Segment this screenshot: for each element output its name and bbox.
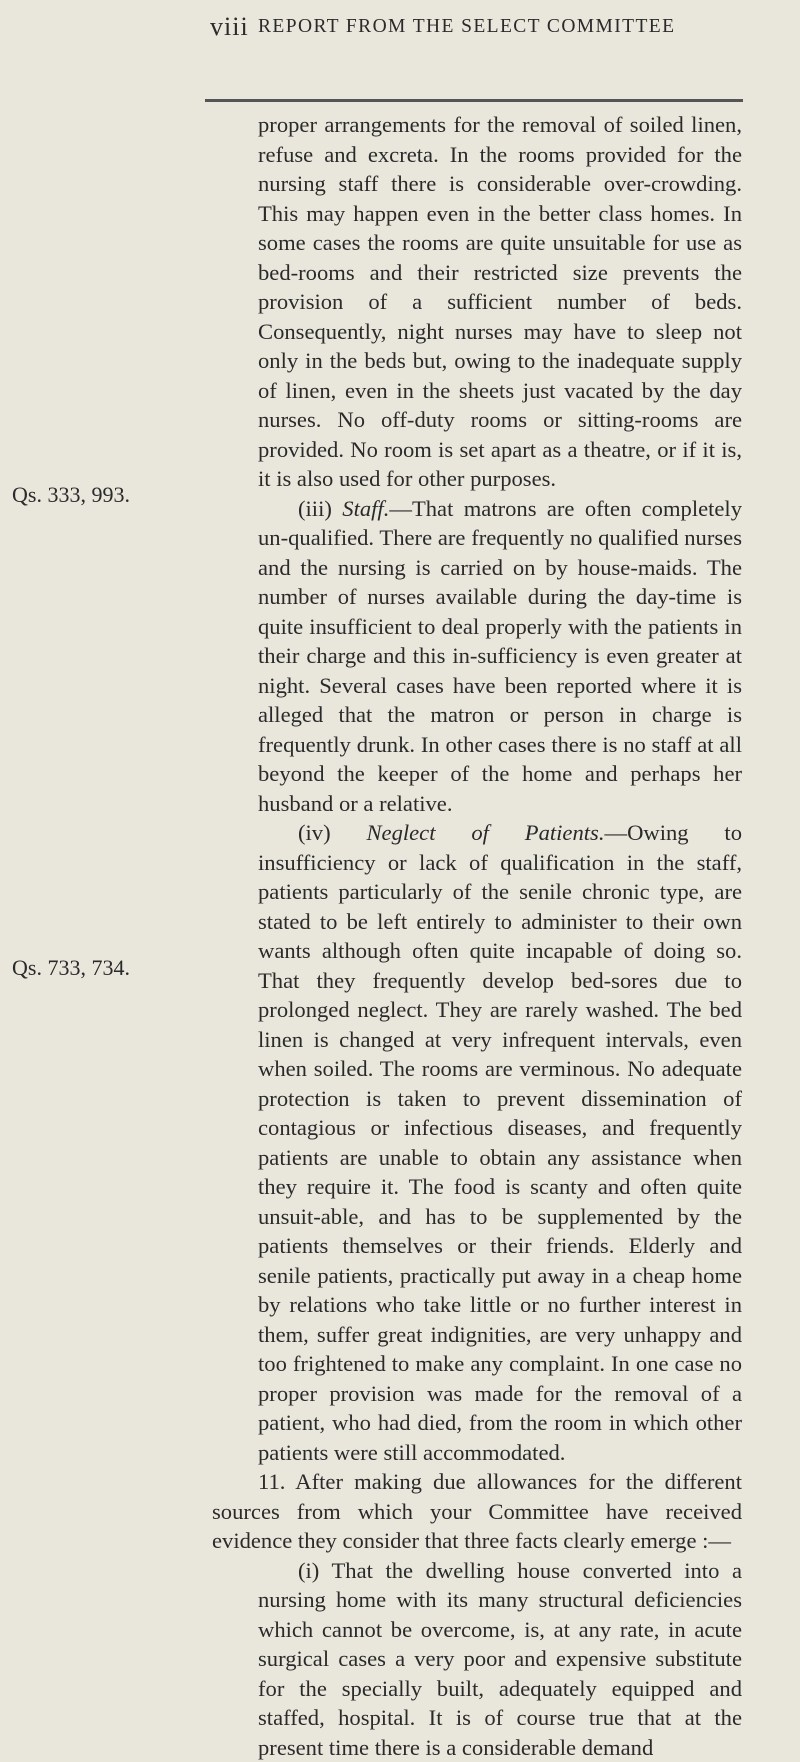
margin-note-questions-333-993: Qs. 333, 993. [12,482,130,508]
paragraph-staff [258,494,742,819]
staff-heading: Staff. [342,496,389,521]
staff-text: —That matrons are often completely un-qualified. There are frequently no qualified nurses and the nursing is carried on by house-maids. The number of nurses available during the day-time is quite insufficient to deal properly with the patients in their charge and this in-sufficiency is even greater at night. Several cases have been reported where it is alleged that the matron or person in charge is frequently drunk. In other cases there is no staff at all beyond the keeper of the home and perhaps her husband or a relative. [258,496,742,816]
page-header [0,8,800,40]
running-title: REPORT FROM THE SELECT COMMITTEE [258,16,675,38]
neglect-text: —Owing to insufficiency or lack of qualification in the staff, patients particularly of the senile chronic type, are stated to be left entirely to administer to their own wants although often quite incapable of doing so. That they frequently develop bed-sores due to prolonged neglect. They are rarely washed. The bed linen is changed at very infrequent intervals, even when soiled. The rooms are verminous. No adequate protection is taken to prevent dissemination of contagious or infectious diseases, and frequently patients are unable to obtain any assistance when they require it. The food is scanty and often quite unsuit-able, and has to be supplemented by the patients themselves or their friends. Elderly and senile patients, practically put away in a cheap home by relations who take little or no further interest in them, suffer great indignities, are very unhappy and too frightened to make any complaint. In one case no proper provision was made for the removal of a patient, who had died, from the room in which other patients were still accommodated. [258,820,742,1465]
margin-note-questions-733-734: Qs. 733, 734. [12,955,130,981]
neglect-heading: Neglect of Patients. [366,820,604,845]
page-number: viii [210,12,249,42]
paragraph-arrangements: proper arrangements for the removal of soiled linen, refuse and excreta. In the rooms provided for the nursing staff there is considerable over-crowding. This may happen even in the better class homes. In some cases the rooms are quite unsuitable for use as bed-rooms and their restricted size prevents the provision of a sufficient number of beds. Consequently, night nurses may have to sleep not only in the beds but, owing to the inadequate supply of linen, even in the sheets just vacated by the day nurses. No off-duty rooms or sitting-rooms are provided. No room is set apart as a theatre, or if it is, it is also used for other purposes. [258,110,742,494]
staff-label: (iii) [298,496,342,521]
paragraph-neglect [258,818,742,1467]
neglect-label: (iv) [298,820,366,845]
body-text [258,110,742,1762]
paragraph-eleven: 11. After making due allowances for the different sources from which your Committee have received evidence they consider that three facts clearly emerge :— [212,1467,742,1556]
paragraph-fact-one: (i) That the dwelling house converted into a nursing home with its many structural deficiencies which cannot be overcome, is, at any rate, in acute surgical cases a very poor and expensive substitute for the specially built, adequately equipped and staffed, hospital. It is of course true that at the present time there is a considerable demand [258,1556,742,1762]
header-rule [205,99,743,102]
